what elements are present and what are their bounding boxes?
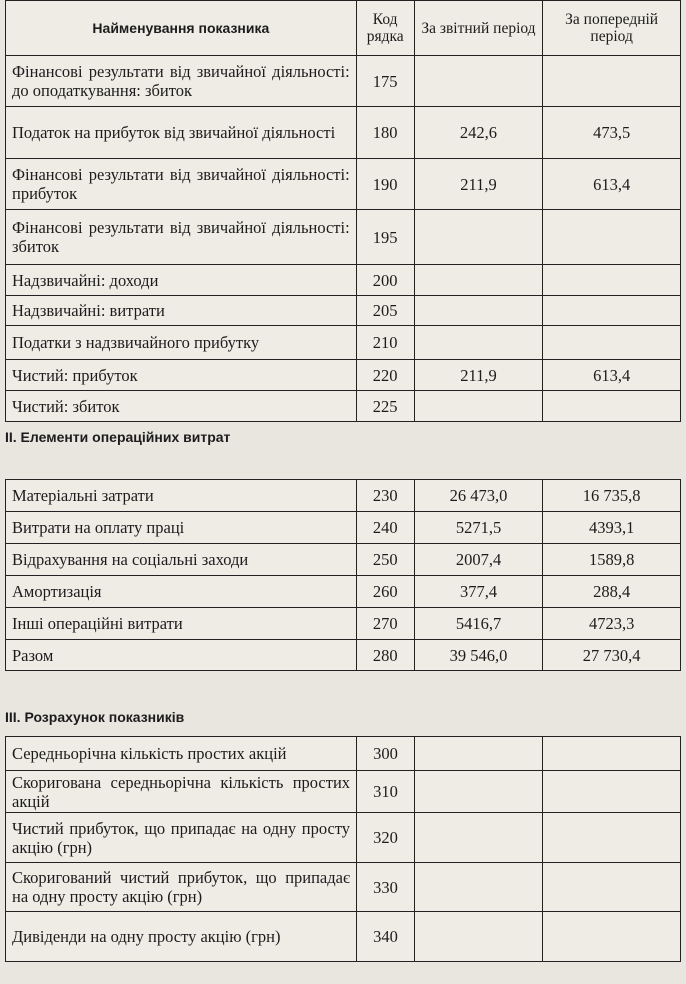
table-row [6,360,681,391]
row-name: Податки з надзвичайного прибутку [6,326,357,360]
row-previous-value [543,296,681,326]
row-previous-value: 288,4 [543,576,681,608]
row-code: 340 [357,912,415,962]
row-name: Чистий: збиток [6,391,357,422]
row-code: 200 [356,265,414,296]
row-previous-value [543,210,681,265]
row-code: 330 [357,863,415,912]
header-row [6,1,681,56]
operating-costs-table [5,479,681,671]
row-name: Середньорічна кількість простих акцій [6,737,357,771]
table-row [6,265,681,296]
row-current-value: 39 546,0 [414,640,543,671]
row-name: Фінансові результати від звичайної діяльності: до оподаткування: збиток [6,56,357,107]
row-current-value [414,391,543,422]
row-current-value [414,771,543,813]
row-code: 180 [356,107,414,159]
table-row [6,576,681,608]
row-current-value: 2007,4 [414,544,543,576]
row-previous-value: 613,4 [543,360,681,391]
table-row [6,813,681,863]
header-previous: За попередній період [543,1,681,56]
row-name: Відрахування на соціальні заходи [6,544,357,576]
row-current-value [414,56,543,107]
row-previous-value: 4723,3 [543,608,681,640]
row-previous-value: 16 735,8 [543,480,681,512]
row-name: Чистий прибуток, що припадає на одну просту акцію (грн) [6,813,357,863]
row-code: 280 [356,640,414,671]
row-current-value: 5416,7 [414,608,543,640]
table-row [6,771,681,813]
row-previous-value [543,56,681,107]
row-previous-value [543,813,681,863]
row-previous-value: 4393,1 [543,512,681,544]
row-current-value: 377,4 [414,576,543,608]
row-code: 205 [356,296,414,326]
table-row [6,210,681,265]
row-previous-value [543,912,681,962]
row-name: Скоригований чистий прибуток, що припадає на одну просту акцію (грн) [6,863,357,912]
row-previous-value [543,265,681,296]
financial-results-table [5,0,681,422]
row-name: Надзвичайні: доходи [6,265,357,296]
table-row [6,863,681,912]
table-row [6,608,681,640]
table-row [6,912,681,962]
row-name: Чистий: прибуток [6,360,357,391]
row-name: Витрати на оплату праці [6,512,357,544]
row-current-value [414,863,543,912]
row-name: Фінансові результати від звичайної діяльності: збиток [6,210,357,265]
row-code: 175 [356,56,414,107]
row-previous-value [543,326,681,360]
table-row [6,56,681,107]
row-code: 240 [356,512,414,544]
row-current-value [414,265,543,296]
section-3-title: III. Розрахунок показників [5,709,185,725]
indicators-table [5,736,681,962]
row-previous-value: 473,5 [543,107,681,159]
row-name: Надзвичайні: витрати [6,296,357,326]
row-code: 190 [356,159,414,210]
row-code: 270 [356,608,414,640]
header-current: За звітний період [414,1,543,56]
row-code: 225 [356,391,414,422]
table-row [6,296,681,326]
header-code: Код рядка [356,1,414,56]
table-row [6,737,681,771]
row-current-value: 211,9 [414,360,543,391]
row-code: 195 [356,210,414,265]
table-row [6,159,681,210]
row-name: Амортизація [6,576,357,608]
row-name: Скоригована середньорічна кількість простих акцій [6,771,357,813]
table-row [6,391,681,422]
row-previous-value [543,737,681,771]
row-previous-value [543,391,681,422]
row-code: 230 [356,480,414,512]
row-name: Інші операційні витрати [6,608,357,640]
row-previous-value [543,863,681,912]
row-name: Разом [6,640,357,671]
section-2-title: II. Елементи операційних витрат [5,429,231,445]
row-current-value [414,210,543,265]
row-current-value [414,326,543,360]
row-current-value: 242,6 [414,107,543,159]
row-name: Фінансові результати від звичайної діяльності: прибуток [6,159,357,210]
row-code: 220 [356,360,414,391]
header-name: Найменування показника [6,1,357,56]
row-current-value [414,296,543,326]
row-name: Дивіденди на одну просту акцію (грн) [6,912,357,962]
table-row [6,640,681,671]
row-name: Податок на прибуток від звичайної діяльності [6,107,357,159]
row-previous-value: 613,4 [543,159,681,210]
row-name: Матеріальні затрати [6,480,357,512]
table-row [6,107,681,159]
row-code: 250 [356,544,414,576]
row-code: 260 [356,576,414,608]
row-code: 210 [356,326,414,360]
table-row [6,326,681,360]
table-row [6,512,681,544]
row-previous-value: 27 730,4 [543,640,681,671]
row-previous-value [543,771,681,813]
row-current-value: 211,9 [414,159,543,210]
row-current-value [414,912,543,962]
row-code: 300 [357,737,415,771]
row-code: 310 [357,771,415,813]
row-current-value: 5271,5 [414,512,543,544]
row-previous-value: 1589,8 [543,544,681,576]
row-code: 320 [357,813,415,863]
row-current-value [414,813,543,863]
row-current-value [414,737,543,771]
table-row [6,544,681,576]
table-row [6,480,681,512]
row-current-value: 26 473,0 [414,480,543,512]
